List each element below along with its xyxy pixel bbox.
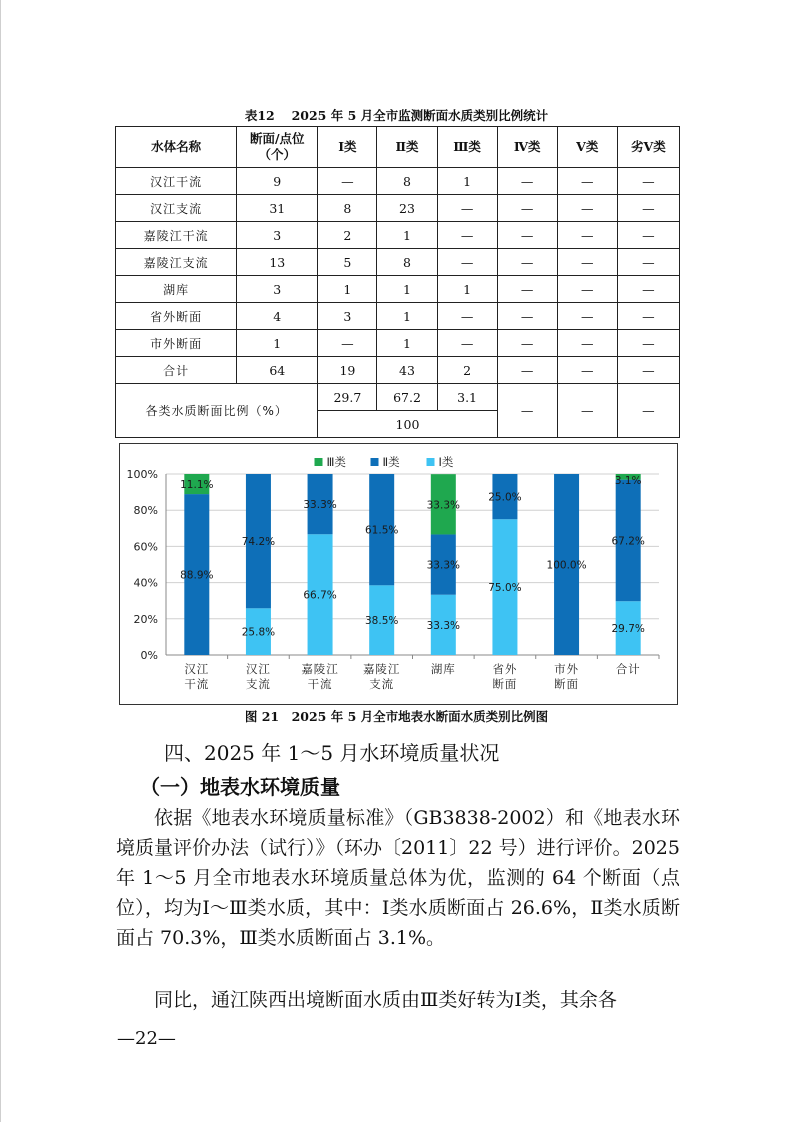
data-label: 88.9% xyxy=(180,569,214,582)
legend-label: Ⅲ类 xyxy=(326,455,346,469)
water-body-name: 汉江干流 xyxy=(116,168,237,195)
table-cell: — xyxy=(318,330,377,357)
table-row xyxy=(116,222,680,249)
table-cell: — xyxy=(617,195,679,222)
col-header: 劣Ⅴ类 xyxy=(617,127,679,168)
col-header: Ⅳ类 xyxy=(497,127,557,168)
table-cell: — xyxy=(617,303,679,330)
table-cell: — xyxy=(497,357,557,384)
water-body-name: 省外断面 xyxy=(116,303,237,330)
table-cell: 13 xyxy=(237,249,318,276)
table-row xyxy=(116,357,680,384)
table-cell: — xyxy=(437,330,497,357)
table-cell: — xyxy=(617,168,679,195)
table-cell: — xyxy=(617,249,679,276)
category-label: 市外 xyxy=(554,662,580,676)
table-cell: 9 xyxy=(237,168,318,195)
table-row xyxy=(116,249,680,276)
section-heading: 四、2025 年 1～5 月水环境质量状况 xyxy=(164,741,500,765)
table-cell: 2 xyxy=(437,357,497,384)
table-cell: 5 xyxy=(318,249,377,276)
ratio-label: 各类水质断面比例（%） xyxy=(116,384,318,438)
table-row xyxy=(116,330,680,357)
page-number: —22— xyxy=(117,1028,176,1049)
data-label: 61.5% xyxy=(365,524,399,537)
category-label: 干流 xyxy=(184,677,210,691)
table-header-row xyxy=(116,127,680,168)
ratio-cell: — xyxy=(497,384,557,438)
category-label: 汉江 xyxy=(184,662,210,676)
category-label: 省外 xyxy=(492,662,518,676)
legend-swatch xyxy=(427,458,435,466)
water-body-name: 市外断面 xyxy=(116,330,237,357)
table-cell: — xyxy=(557,195,617,222)
table-cell: 1 xyxy=(437,168,497,195)
data-label: 74.2% xyxy=(241,536,276,549)
table-row xyxy=(116,168,680,195)
legend-swatch xyxy=(315,458,323,466)
ratio-cell: — xyxy=(557,384,617,438)
table-cell: — xyxy=(497,249,557,276)
category-label: 支流 xyxy=(245,677,271,691)
col-header: Ⅰ类 xyxy=(318,127,377,168)
table-cell: — xyxy=(437,195,497,222)
table-cell: 1 xyxy=(318,276,377,303)
table-cell: — xyxy=(557,357,617,384)
category-label: 断面 xyxy=(554,677,580,691)
data-label: 33.3% xyxy=(303,499,337,512)
table-cell: — xyxy=(617,357,679,384)
table-cell: 3 xyxy=(318,303,377,330)
water-body-name: 汉江支流 xyxy=(116,195,237,222)
data-label: 25.8% xyxy=(241,626,276,639)
y-tick-label: 40% xyxy=(133,576,158,590)
data-label: 11.1% xyxy=(180,479,214,492)
chart-svg xyxy=(120,444,677,704)
table-cell: — xyxy=(497,276,557,303)
paragraph-text: 同比，通江陕西出境断面水质由Ⅲ类好转为Ⅰ类，其余各 xyxy=(154,989,617,1011)
category-label: 汉江 xyxy=(245,662,271,676)
table-cell: — xyxy=(617,330,679,357)
subsection-heading: （一）地表水环境质量 xyxy=(140,775,340,799)
y-tick-label: 0% xyxy=(140,649,158,662)
col-header: Ⅲ类 xyxy=(437,127,497,168)
col-header: 水体名称 xyxy=(116,127,237,168)
table-cell: 1 xyxy=(377,222,437,249)
y-tick-label: 100% xyxy=(126,468,158,481)
ratio-row xyxy=(116,384,680,411)
table-cell: — xyxy=(497,330,557,357)
table-cell: 19 xyxy=(318,357,377,384)
table-cell: 3 xyxy=(237,222,318,249)
table-cell: 3 xyxy=(237,276,318,303)
table-row xyxy=(116,303,680,330)
data-label: 100.0% xyxy=(546,559,587,572)
ratio-cell: 67.2 xyxy=(377,384,437,411)
ratio-sum: 100 xyxy=(318,411,497,438)
col-header: 断面/点位 （个） xyxy=(237,127,318,168)
ratio-cell: — xyxy=(617,384,679,438)
col-header: Ⅱ类 xyxy=(377,127,437,168)
data-label: 25.0% xyxy=(488,491,522,504)
legend-label: Ⅱ类 xyxy=(382,455,400,469)
table-cell: 8 xyxy=(318,195,377,222)
body-paragraph xyxy=(116,803,680,953)
table-cell: 1 xyxy=(237,330,318,357)
body-paragraph xyxy=(116,985,680,1015)
table-cell: — xyxy=(497,195,557,222)
data-label: 33.3% xyxy=(426,499,460,512)
stacked-bar-chart xyxy=(119,443,678,705)
table-cell: — xyxy=(557,222,617,249)
table-cell: — xyxy=(497,222,557,249)
water-body-name: 湖库 xyxy=(116,276,237,303)
table-cell: 43 xyxy=(377,357,437,384)
data-label: 29.7% xyxy=(611,623,645,636)
table-row xyxy=(116,195,680,222)
table-cell: 1 xyxy=(377,330,437,357)
data-label: 75.0% xyxy=(488,582,522,595)
table-cell: — xyxy=(437,222,497,249)
data-label: 66.7% xyxy=(303,589,337,602)
table-cell: 4 xyxy=(237,303,318,330)
page-edge-rule xyxy=(0,0,1,1122)
table-cell: 31 xyxy=(237,195,318,222)
category-label: 合计 xyxy=(615,662,641,676)
table-cell: — xyxy=(557,249,617,276)
table-cell: — xyxy=(557,303,617,330)
table-row xyxy=(116,276,680,303)
table-cell: — xyxy=(617,222,679,249)
ratio-cell: 29.7 xyxy=(318,384,377,411)
table-cell: 64 xyxy=(237,357,318,384)
table-cell: — xyxy=(557,168,617,195)
category-label: 干流 xyxy=(307,677,333,691)
legend-label: Ⅰ类 xyxy=(438,455,454,469)
data-label: 67.2% xyxy=(611,535,645,548)
y-tick-label: 20% xyxy=(133,612,158,626)
water-body-name: 嘉陵江支流 xyxy=(116,249,237,276)
category-label: 断面 xyxy=(492,677,518,691)
table-cell: — xyxy=(497,168,557,195)
data-label: 33.3% xyxy=(426,559,460,572)
col-header: Ⅴ类 xyxy=(557,127,617,168)
table-cell: 2 xyxy=(318,222,377,249)
table-cell: — xyxy=(437,249,497,276)
table-cell: — xyxy=(318,168,377,195)
y-tick-label: 60% xyxy=(133,540,158,554)
table-caption: 表12 2025 年 5 月全市监测断面水质类别比例统计 xyxy=(244,108,549,123)
water-quality-table xyxy=(115,126,680,438)
category-label: 湖库 xyxy=(430,662,456,676)
paragraph-text: 依据《地表水环境质量标准》（GB3838-2002）和《地表水环境质量评价办法（试行）》（环办〔2011〕22 号）进行评价。2025 年 1～5 月全市地表水环境质量总体为优，监测的 64 个断面（点位），均为Ⅰ～Ⅲ类水质，其中：Ⅰ类水质断面占 26.6%，Ⅱ类水质断面占 70.3%，Ⅲ类水质断面占 3.1%。 xyxy=(116,807,680,949)
category-label: 支流 xyxy=(369,677,395,691)
category-label: 嘉陵江 xyxy=(362,662,401,676)
table-cell: 1 xyxy=(377,303,437,330)
water-body-name: 嘉陵江干流 xyxy=(116,222,237,249)
legend-swatch xyxy=(371,458,379,466)
water-body-name: 合计 xyxy=(116,357,237,384)
table-cell: — xyxy=(497,303,557,330)
ratio-cell: 3.1 xyxy=(437,384,497,411)
data-label: 38.5% xyxy=(365,615,399,628)
table-cell: 1 xyxy=(377,276,437,303)
y-tick-label: 80% xyxy=(133,504,158,518)
table-cell: — xyxy=(617,276,679,303)
table-cell: 8 xyxy=(377,168,437,195)
category-label: 嘉陵江 xyxy=(301,662,339,676)
figure-caption: 图 21 2025 年 5 月全市地表水断面水质类别比例图 xyxy=(244,709,549,724)
data-label: 3.1% xyxy=(614,475,642,487)
data-label: 33.3% xyxy=(426,619,460,632)
table-cell: — xyxy=(557,330,617,357)
table-cell: 23 xyxy=(377,195,437,222)
table-cell: 1 xyxy=(437,276,497,303)
table-cell: 8 xyxy=(377,249,437,276)
table-cell: — xyxy=(437,303,497,330)
table-cell: — xyxy=(557,276,617,303)
